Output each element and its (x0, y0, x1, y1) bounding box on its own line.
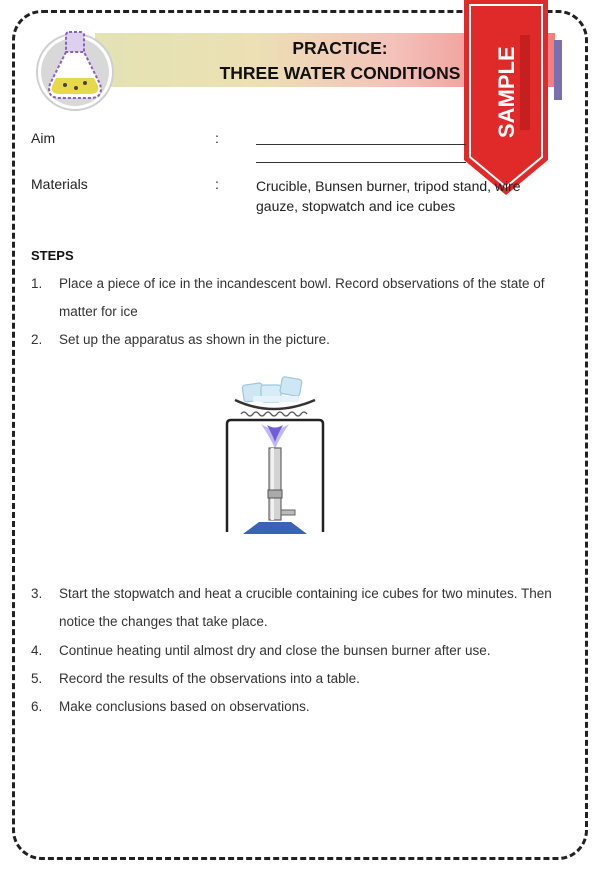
title-line-1: PRACTICE: (292, 38, 388, 58)
sample-ribbon-text: SAMPLE (494, 46, 519, 138)
sample-ribbon (462, 0, 562, 200)
step-number: 5. (31, 671, 43, 686)
aim-colon: : (215, 130, 219, 146)
step-number: 4. (31, 643, 43, 658)
step-text: Continue heating until almost dry and close the bunsen burner after use. (59, 643, 491, 658)
materials-colon: : (215, 176, 219, 192)
ice-cubes (242, 376, 302, 402)
aim-answer-line-1[interactable] (256, 144, 466, 145)
step-number: 3. (31, 586, 43, 601)
title-line-2: THREE WATER CONDITIONS (219, 63, 461, 83)
burner-base (243, 522, 307, 534)
bunsen-burner-apparatus (215, 372, 335, 537)
aim-label: Aim (31, 130, 56, 146)
step-text: Make conclusions based on observations. (59, 699, 310, 714)
materials-label: Materials (31, 176, 88, 192)
step-text: Record the results of the observations into a table. (59, 671, 360, 686)
materials-value: Crucible, Bunsen burner, tripod stand, wire gauze, stopwatch and ice cubes (256, 178, 521, 214)
burner-barrel (269, 448, 281, 520)
aim-answer-line-2[interactable] (256, 162, 466, 163)
flask-icon (30, 22, 120, 112)
step-number: 6. (31, 699, 43, 714)
step-number: 2. (31, 332, 43, 347)
step-text: Place a piece of ice in the incandescent bowl. Record observations of the state of matter for ice (59, 276, 545, 319)
step-number: 1. (31, 276, 43, 291)
step-text: Set up the apparatus as shown in the picture. (59, 332, 330, 347)
steps-heading: STEPS (31, 248, 74, 263)
step-text: Start the stopwatch and heat a crucible containing ice cubes for two minutes. Then notice the changes that take place. (59, 586, 552, 629)
wire-gauze (241, 412, 307, 416)
